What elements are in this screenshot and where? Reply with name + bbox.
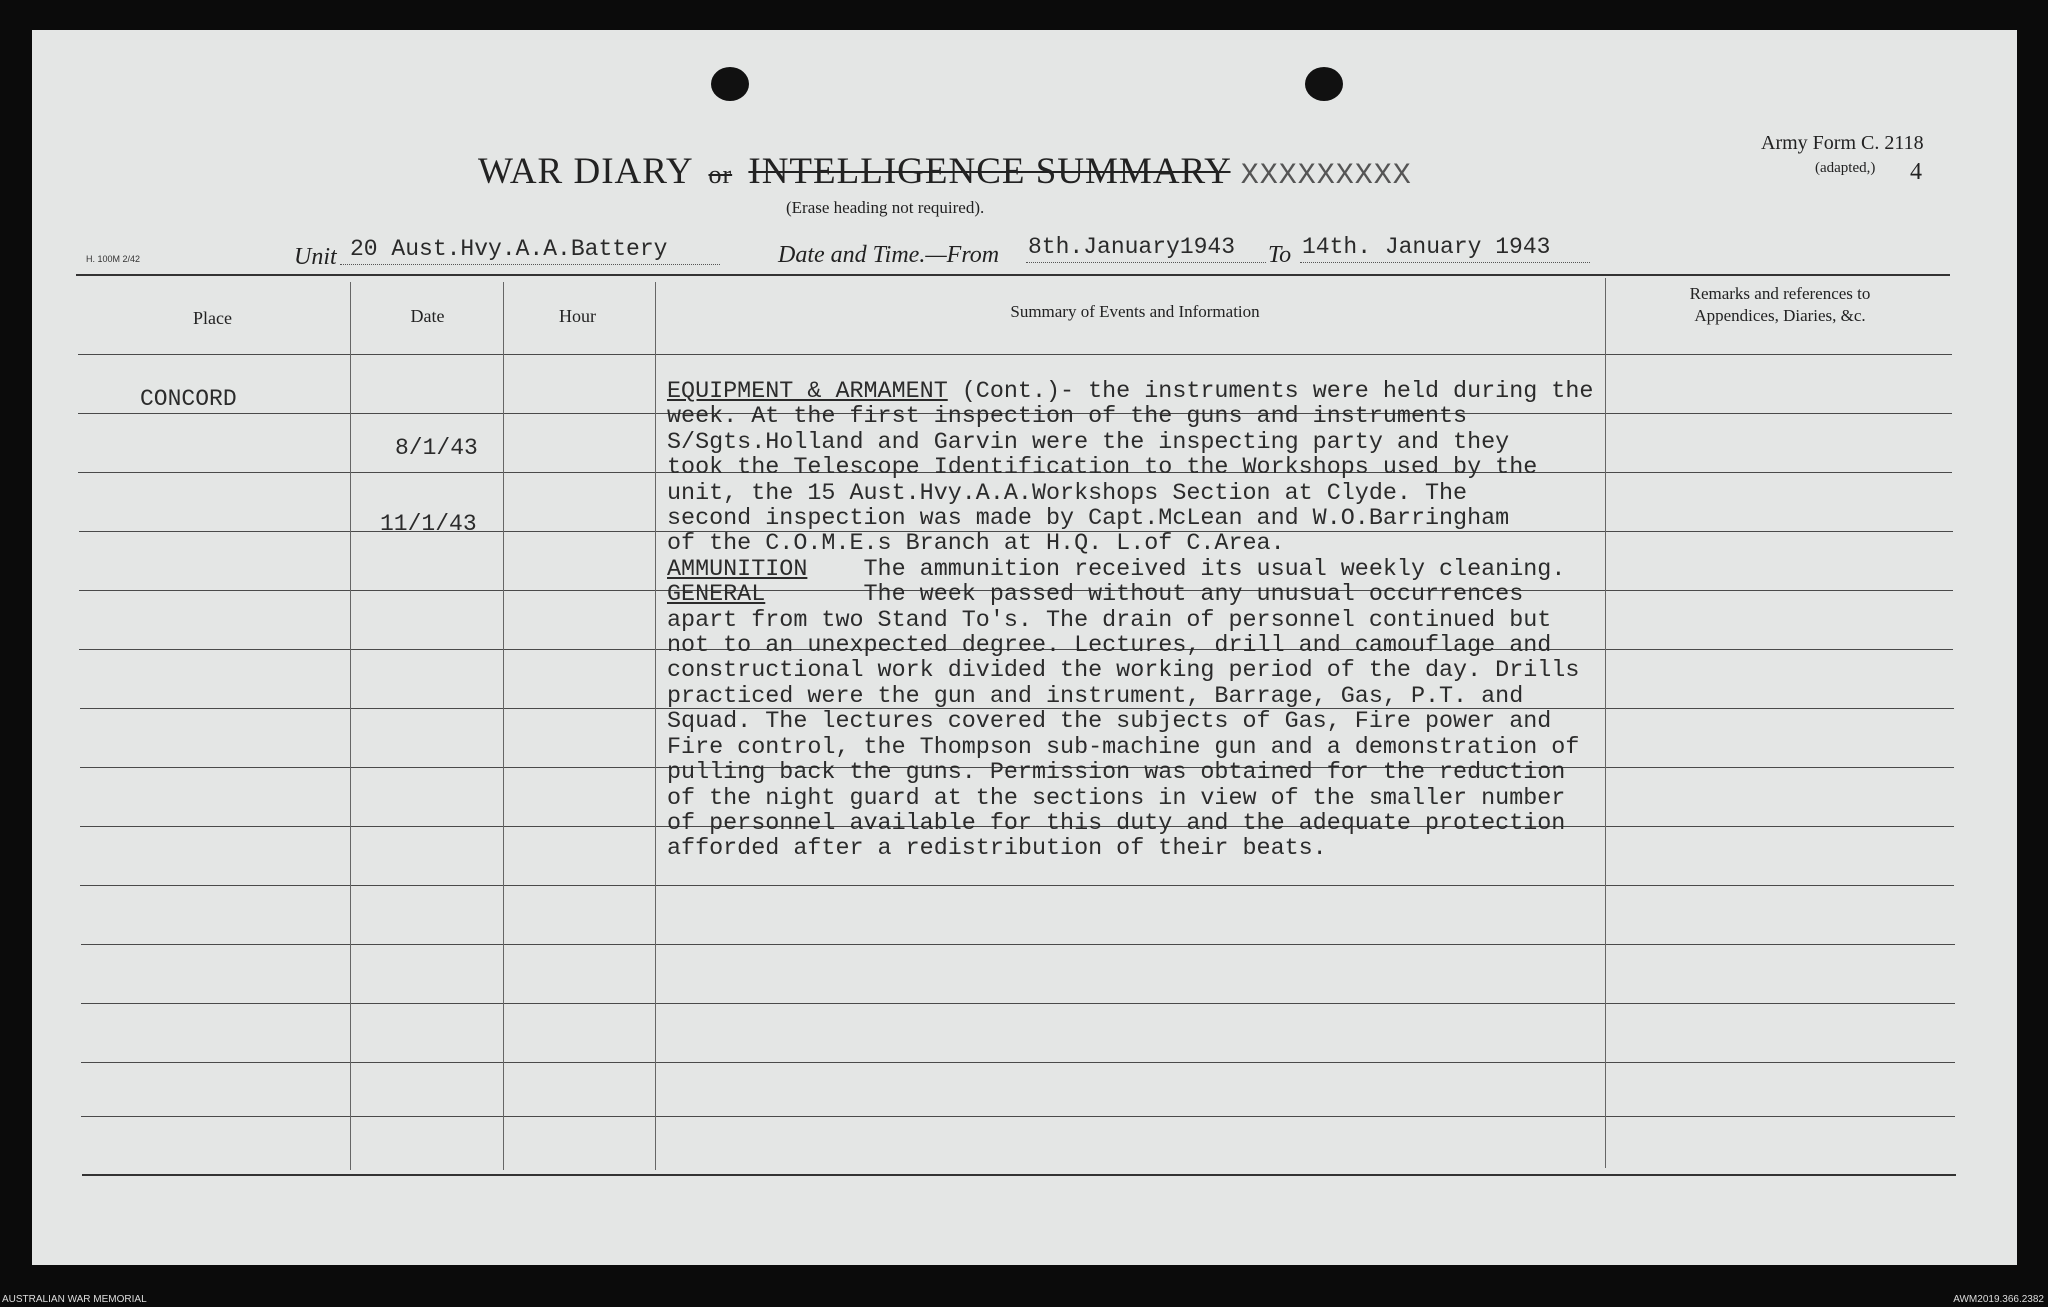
heading-or: or [708, 160, 733, 189]
column-divider [503, 282, 504, 1170]
summary-line: apart from two Stand To's. The drain of personnel continued but [667, 607, 1552, 634]
footer-accession-number: AWM2019.366.2382 [1953, 1294, 2044, 1305]
summary-line: constructional work divided the working period of the day. Drills [667, 658, 1580, 685]
summary-line: unit, the 15 Aust.Hvy.A.A.Workshops Section at Clyde. The [667, 480, 1468, 507]
summary-line: The ammunition received its usual weekly cleaning. [807, 556, 1566, 583]
date-entry-1: 8/1/43 [395, 435, 478, 461]
unit-dotline [340, 264, 720, 265]
footer-archive-name: AUSTRALIAN WAR MEMORIAL [2, 1294, 147, 1305]
form-heading [478, 150, 1412, 193]
row-rule [81, 1116, 1955, 1117]
unit-value: 20 Aust.Hvy.A.A.Battery [350, 236, 668, 262]
row-rule [81, 944, 1955, 945]
page-number: 4 [1910, 159, 1922, 185]
summary-line: (Cont.)- the instruments were held during the [947, 379, 1594, 405]
army-form-adapted: (adapted,) [1815, 160, 1876, 176]
col-header-hour: Hour [559, 306, 596, 326]
row-rule [81, 1003, 1955, 1004]
heading-war-diary: WAR DIARY [478, 151, 693, 192]
column-divider [655, 282, 656, 1170]
general-heading: GENERAL [667, 582, 766, 609]
col-header-remarks-1: Remarks and references to [1689, 284, 1871, 303]
punch-hole-right [1305, 67, 1343, 101]
print-code: H. 100M 2/42 [86, 254, 141, 264]
erase-note: (Erase heading not required). [786, 198, 985, 217]
place-entry: CONCORD [140, 386, 237, 412]
from-dotline [1026, 262, 1266, 263]
column-divider [1605, 278, 1606, 1168]
summary-line: afforded after a redistribution of their beats. [667, 836, 1327, 863]
summary-line: pulling back the guns. Permission was obtained for the reduction [667, 760, 1566, 787]
summary-line: S/Sgts.Holland and Garvin were the inspecting party and they [667, 429, 1510, 456]
row-rule [80, 885, 1954, 886]
summary-line: of the night guard at the sections in view of the smaller number [667, 785, 1566, 812]
column-divider [350, 282, 351, 1170]
date-entry-2: 11/1/43 [380, 511, 477, 537]
summary-line: practiced were the gun and instrument, Barrage, Gas, P.T. and [667, 683, 1524, 710]
date-to-value: 14th. January 1943 [1302, 234, 1551, 260]
summary-line: Squad. The lectures covered the subjects of Gas, Fire power and [667, 709, 1552, 736]
heading-typed-xs: XXXXXXXXX [1240, 159, 1412, 193]
col-header-place: Place [193, 308, 232, 328]
date-from-value: 8th.January1943 [1028, 234, 1236, 260]
to-dotline [1300, 262, 1590, 263]
summary-line: week. At the first inspection of the guns and instruments [667, 404, 1468, 431]
summary-line: of the C.O.M.E.s Branch at H.Q. L.of C.Area. [667, 531, 1285, 558]
row-rule [81, 1062, 1955, 1063]
army-form-number: Army Form C. 2118 [1761, 132, 1924, 154]
summary-line: not to an unexpected degree. Lectures, drill and camouflage and [667, 633, 1552, 660]
unit-label: Unit [294, 244, 337, 270]
date-time-label: Date and Time.—From [778, 242, 1000, 268]
summary-line: second inspection was made by Capt.McLean and W.O.Barringham [667, 506, 1510, 533]
punch-hole-left [711, 67, 749, 101]
heading-intelligence-summary: INTELLIGENCE SUMMARY [748, 151, 1231, 192]
to-label: To [1268, 242, 1292, 268]
header-rule [78, 354, 1952, 355]
table-bottom-rule [82, 1174, 1956, 1176]
summary-line: Fire control, the Thompson sub-machine gun and a demonstration of [667, 734, 1580, 761]
summary-text [667, 380, 1593, 863]
summary-line: of personnel available for this duty and the adequate protection [667, 810, 1566, 837]
summary-line: The week passed without any unusual occurrences [765, 582, 1524, 609]
table-top-rule [76, 274, 1950, 276]
col-header-date: Date [410, 306, 445, 326]
summary-line: took the Telescope Identification to the Workshops used by the [667, 455, 1538, 482]
equipment-heading: EQUIPMENT & ARMAMENT [667, 379, 948, 405]
ammunition-heading: AMMUNITION [667, 556, 808, 583]
col-header-summary: Summary of Events and Information [1010, 302, 1260, 321]
col-header-remarks-2: Appendices, Diaries, &c. [1694, 306, 1866, 325]
